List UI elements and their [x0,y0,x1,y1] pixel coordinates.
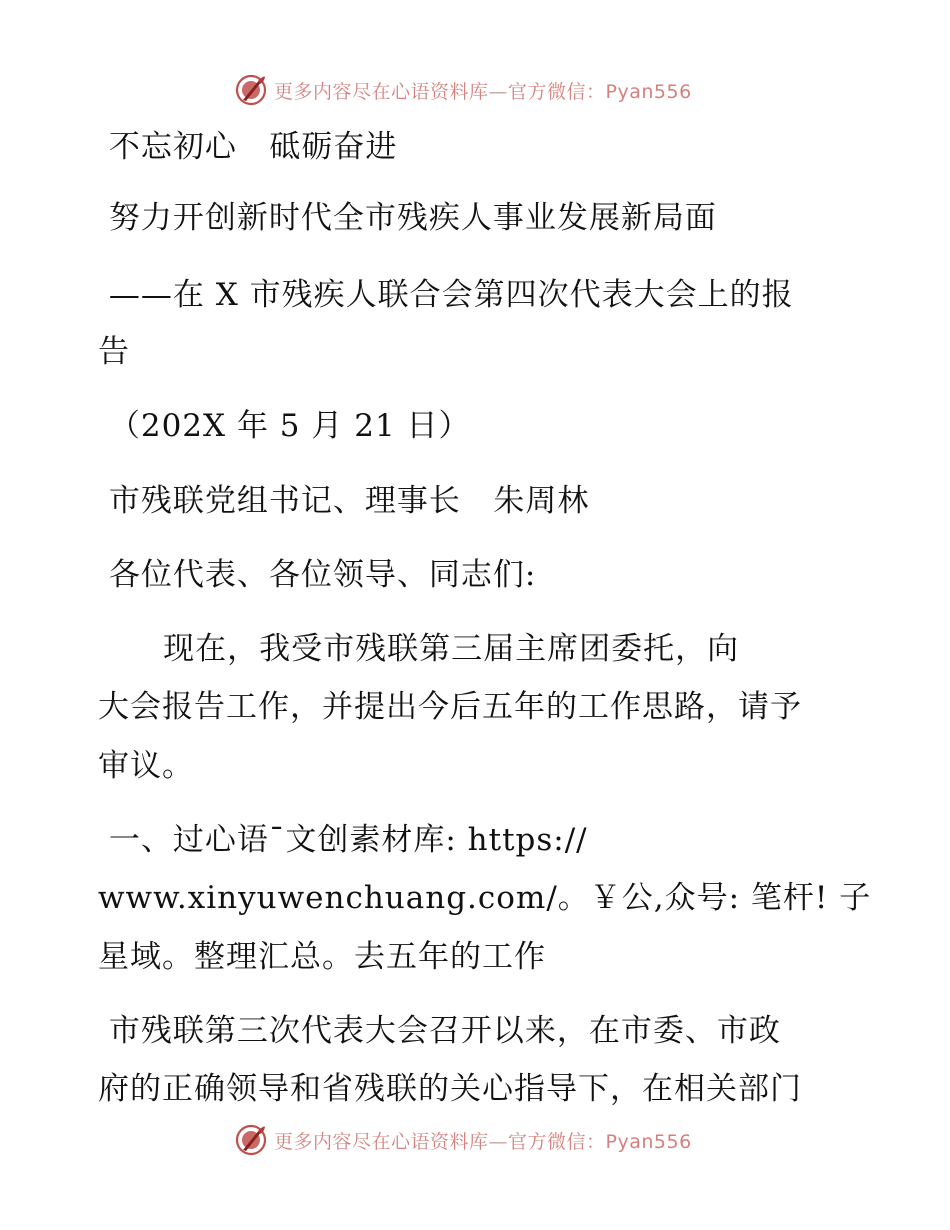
watermark-separator: — [488,80,509,103]
quill-pen-seal-icon [234,73,268,107]
doc-section-heading-line: www.xinyuwenchuang.com/。￥公,众号: 笔杆! 子 [98,880,872,916]
doc-title-line-2: 努力开创新时代全市残疾人事业发展新局面 [98,200,717,236]
watermark-footer [234,1122,692,1158]
watermark-wechat-id: Pyan556 [605,1130,692,1153]
doc-paragraph-line: 现在，我受市残联第三届主席团委托，向 [98,631,740,667]
watermark-wechat-label: 官方微信： [508,80,606,103]
doc-section-heading-line: 星域。整理汇总。去五年的工作 [98,939,546,975]
doc-title-line-1: 不忘初心 砥砺奋进 [98,129,398,165]
watermark-separator: — [488,1130,509,1153]
watermark-header [234,72,692,108]
watermark-wechat-label: 官方微信： [508,1130,606,1153]
doc-date: （202X 年 5 月 21 日） [98,408,471,444]
doc-author: 市残联党组书记、理事长 朱周林 [98,483,590,519]
quill-pen-seal-icon [234,1123,268,1157]
doc-paragraph-line: 府的正确领导和省残联的关心指导下，在相关部门 [98,1071,802,1107]
watermark-text [274,1127,692,1154]
watermark-wechat-id: Pyan556 [605,80,692,103]
watermark-brand: 更多内容尽在心语资料库 [274,80,489,103]
doc-subtitle-line-1: ——在 X 市残疾人联合会第四次代表大会上的报 [98,277,794,313]
doc-salutation: 各位代表、各位领导、同志们: [98,557,537,593]
doc-paragraph-line: 大会报告工作，并提出今后五年的工作思路，请予 [98,689,802,725]
doc-subtitle-line-2: 告 [98,334,130,370]
doc-section-heading-line: 一、过心语¯文创素材库: https:// [98,822,588,858]
doc-paragraph-line: 审议。 [98,748,194,784]
watermark-brand: 更多内容尽在心语资料库 [274,1130,489,1153]
doc-paragraph-line: 市残联第三次代表大会召开以来，在市委、市政 [98,1013,781,1049]
watermark-text [274,77,692,104]
